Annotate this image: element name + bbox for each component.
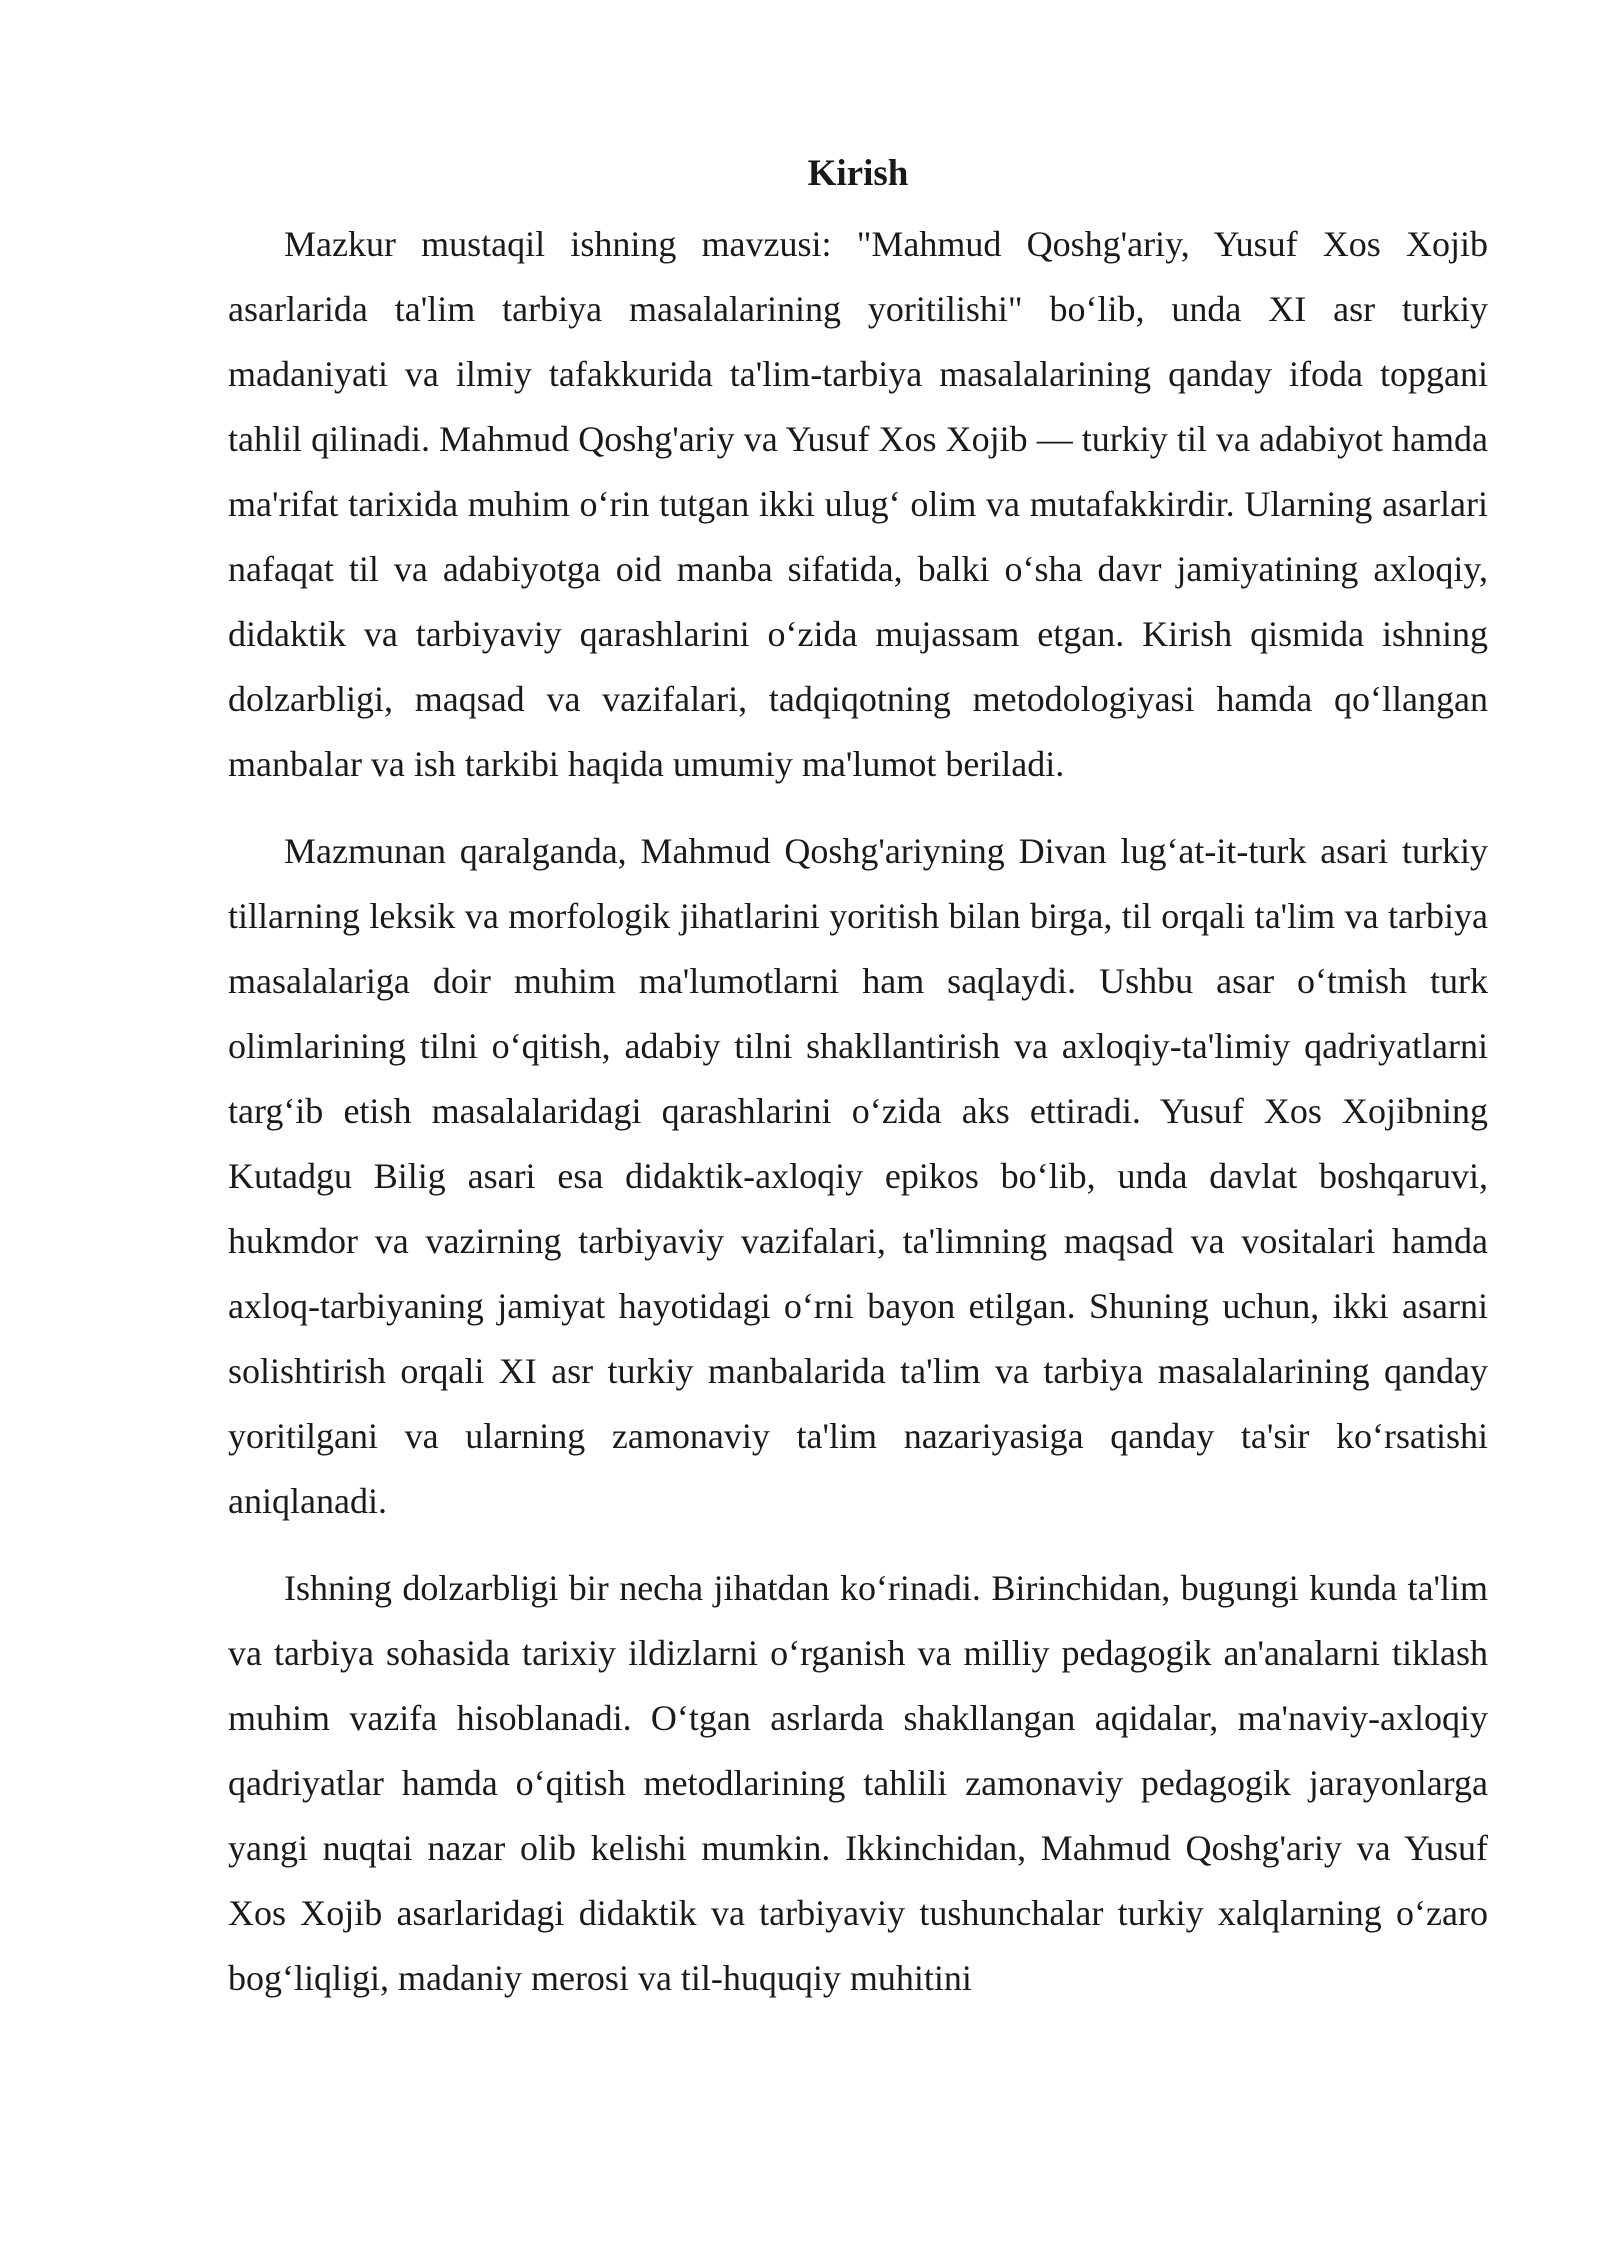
- paragraph-relevance: Ishning dolzarbligi bir necha jihatdan ko‘rinadi. Birinchidan, bugungi kunda ta'lim va tarbiya sohasida tarixiy ildizlarni o‘rganish va milliy pedagogik an'analarni tiklash muhim vazifa hisoblanadi. O‘tgan asrlarda shakllangan aqidalar, ma'naviy-axloqiy qadriyatlar hamda o‘qitish metodlarining tahlili zamonaviy pedagogik jarayonlarga yangi nuqtai nazar olib kelishi mumkin. Ikkinchidan, Mahmud Qoshg'ariy va Yusuf Xos Xojib asarlaridagi didaktik va tarbiyaviy tushunchalar turkiy xalqlarning o‘zaro bog‘liqligi, madaniy merosi va til-huquqiy muhitini: [228, 1568, 1488, 1998]
- section-title: Kirish: [807, 153, 909, 194]
- document-body: [228, 148, 1488, 2033]
- paragraph-content: Mazmunan qaralganda, Mahmud Qoshg'ariyning Divan lug‘at-it-turk asari turkiy tillarning leksik va morfologik jihatlarini yoritish bilan birga, til orqali ta'lim va tarbiya masalalariga doir muhim ma'lumotlarni ham saqlaydi. Ushbu asar o‘tmish turk olimlarining tilni o‘qitish, adabiy tilni shakllantirish va axloqiy-ta'limiy qadriyatlarni targ‘ib etish masalalaridagi qarashlarini o‘zida aks ettiradi. Yusuf Xos Xojibning Kutadgu Bilig asari esa didaktik-axloqiy epikos bo‘lib, unda davlat boshqaruvi, hukmdor va vazirning tarbiyaviy vazifalari, ta'limning maqsad va vositalari hamda axloq-tarbiyaning jamiyat hayotidagi o‘rni bayon etilgan. Shuning uchun, ikki asarni solishtirish orqali XI asr turkiy manbalarida ta'lim va tarbiya masalalarining qanday yoritilgani va ularning zamonaviy ta'lim nazariyasiga qanday ta'sir ko‘rsatishi aniqlanadi.: [228, 831, 1488, 1521]
- paragraph-intro: Mazkur mustaqil ishning mavzusi: "Mahmud Qoshg'ariy, Yusuf Xos Xojib asarlarida ta'lim tarbiya masalalarining yoritilishi" bo‘lib, unda XI asr turkiy madaniyati va ilmiy tafakkurida ta'lim-tarbiya masalalarining qanday ifoda topgani tahlil qilinadi. Mahmud Qoshg'ariy va Yusuf Xos Xojib — turkiy til va adabiyot hamda ma'rifat tarixida muhim o‘rin tutgan ikki ulug‘ olim va mutafakkirdir. Ularning asarlari nafaqat til va adabiyotga oid manba sifatida, balki o‘sha davr jamiyatining axloqiy, didaktik va tarbiyaviy qarashlarini o‘zida mujassam etgan. Kirish qismida ishning dolzarbligi, maqsad va vazifalari, tadqiqotning metodologiyasi hamda qo‘llangan manbalar va ish tarkibi haqida umumiy ma'lumot beriladi.: [228, 224, 1488, 784]
